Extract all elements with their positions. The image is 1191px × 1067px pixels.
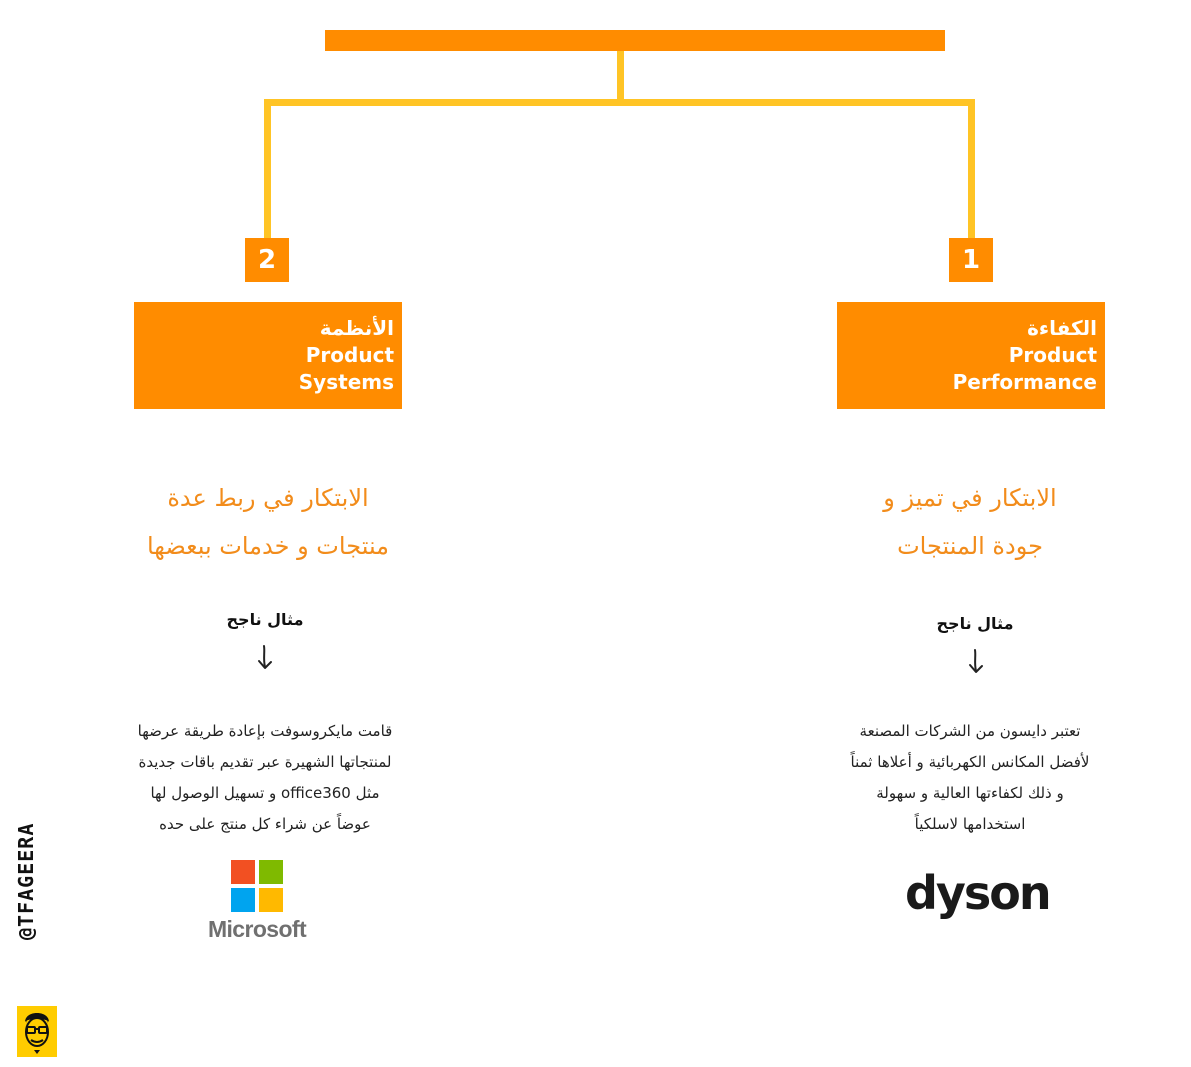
left-down-arrow-icon: [255, 644, 275, 672]
right-description-line-2: لأفضل المكانس الكهربائية و أعلاها ثمناً: [850, 753, 1090, 771]
left-description: [95, 716, 435, 840]
left-category-title-en-1: Product: [305, 343, 394, 367]
connector-horizontal: [264, 99, 975, 106]
left-description-line-1: قامت مايكروسوفت بإعادة طريقة عرضها: [137, 722, 393, 740]
left-description-line-2: لمنتجاتها الشهيرة عبر تقديم باقات جديدة: [138, 753, 392, 771]
left-number-badge: 2: [245, 238, 289, 282]
author-avatar-icon: [17, 1006, 57, 1057]
right-category-box: [837, 302, 1105, 409]
left-description-line-3: مثل office360 و تسهيل الوصول لها: [150, 784, 380, 802]
root-bar: [325, 30, 945, 51]
right-headline-line-2: جودة المنتجات: [897, 532, 1043, 560]
dyson-logo: dyson: [905, 866, 1050, 920]
author-handle: @TFAGEERA: [14, 822, 38, 940]
right-category-title-ar: الكفاءة: [1027, 316, 1097, 340]
right-category-title-en-1: Product: [1008, 343, 1097, 367]
right-down-arrow-icon: [966, 648, 986, 676]
right-headline: [820, 474, 1120, 570]
connector-vertical-right: [968, 99, 975, 239]
connector-vertical-root: [617, 51, 624, 101]
right-example-label: مثال ناجح: [936, 614, 1014, 633]
left-category-title-en-2: Systems: [298, 370, 394, 394]
microsoft-logo-text: Microsoft: [207, 916, 307, 942]
left-headline: [118, 474, 418, 570]
right-description-line-1: تعتبر دايسون من الشركات المصنعة: [859, 722, 1081, 740]
right-description: [800, 716, 1140, 840]
ms-square-green: [259, 860, 283, 884]
right-description-line-3: و ذلك لكفاءتها العالية و سهولة: [876, 784, 1064, 802]
left-category-box: [134, 302, 402, 409]
left-headline-line-2: منتجات و خدمات ببعضها: [146, 532, 390, 560]
right-description-line-4: استخدامها لاسلكياً: [914, 815, 1026, 833]
left-example-label: مثال ناجح: [226, 610, 304, 629]
ms-square-yellow: [259, 888, 283, 912]
ms-square-blue: [231, 888, 255, 912]
right-category-title-en-2: Performance: [952, 370, 1097, 394]
left-headline-line-1: الابتكار في ربط عدة: [167, 484, 369, 512]
ms-square-red: [231, 860, 255, 884]
left-description-line-4: عوضاً عن شراء كل منتج على حده: [159, 815, 371, 833]
microsoft-logo-grid-icon: [231, 860, 283, 912]
right-number-badge: 1: [949, 238, 993, 282]
microsoft-logo: [204, 860, 310, 943]
connector-vertical-left: [264, 99, 271, 239]
right-headline-line-1: الابتكار في تميز و: [883, 484, 1057, 512]
left-category-title-ar: الأنظمة: [319, 316, 394, 340]
